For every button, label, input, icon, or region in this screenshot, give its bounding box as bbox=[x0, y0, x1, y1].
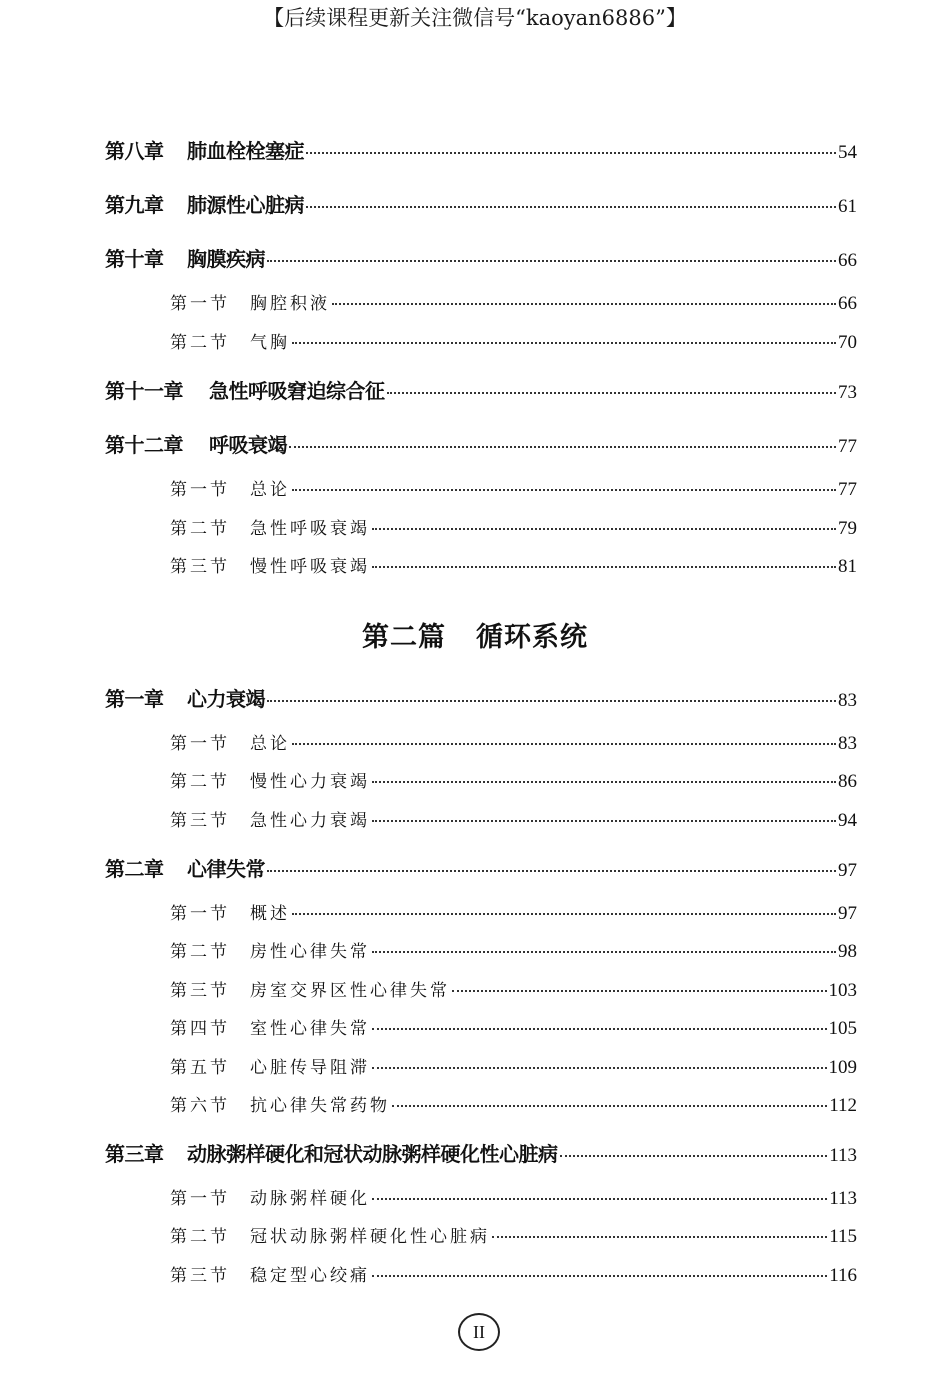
chapter-title: 肺血栓栓塞症 bbox=[187, 139, 304, 163]
dot-leader bbox=[392, 1104, 827, 1107]
toc-entry[interactable] bbox=[170, 552, 857, 578]
page-number: 83 bbox=[838, 733, 857, 754]
toc-entry[interactable] bbox=[170, 328, 857, 354]
page-number: 54 bbox=[838, 142, 857, 163]
section-title: 房性心律失常 bbox=[250, 942, 370, 962]
chapter-number: 第十章 bbox=[105, 247, 164, 271]
section-title: 急性心力衰竭 bbox=[250, 811, 370, 831]
section-title: 冠状动脉粥样硬化性心脏病 bbox=[250, 1227, 490, 1247]
page-number: 79 bbox=[838, 518, 857, 539]
chapter-number: 第一章 bbox=[105, 687, 164, 711]
toc-entry[interactable] bbox=[105, 189, 857, 218]
toc-entry[interactable] bbox=[105, 683, 857, 712]
page-number: 70 bbox=[838, 332, 857, 353]
dot-leader bbox=[372, 1066, 827, 1069]
dot-leader bbox=[560, 1154, 828, 1157]
chapter-title: 心律失常 bbox=[187, 857, 265, 881]
page-number: 94 bbox=[838, 810, 857, 831]
section-number: 第二节 bbox=[170, 942, 230, 962]
page-number: 73 bbox=[838, 382, 857, 403]
section-title: 胸腔积液 bbox=[250, 294, 330, 314]
section-number: 第三节 bbox=[170, 1266, 230, 1286]
section-number: 第二节 bbox=[170, 519, 230, 539]
dot-leader bbox=[267, 699, 836, 702]
page-number: 97 bbox=[838, 860, 857, 881]
section-number: 第二节 bbox=[170, 333, 230, 353]
section-title: 气胸 bbox=[250, 333, 290, 353]
section-title: 动脉粥样硬化 bbox=[250, 1189, 370, 1209]
page-number: 113 bbox=[829, 1188, 857, 1209]
section-title: 稳定型心绞痛 bbox=[250, 1266, 370, 1286]
section-title: 房室交界区性心律失常 bbox=[250, 981, 450, 1001]
chapter-number: 第九章 bbox=[105, 193, 164, 217]
section-number: 第一节 bbox=[170, 904, 230, 924]
dot-leader bbox=[267, 259, 836, 262]
dot-leader bbox=[492, 1235, 827, 1238]
section-number: 第一节 bbox=[170, 480, 230, 500]
page-number: 83 bbox=[838, 690, 857, 711]
toc-entry[interactable] bbox=[170, 514, 857, 540]
page-number: 77 bbox=[838, 436, 857, 457]
section-title: 总论 bbox=[250, 734, 290, 754]
dot-leader bbox=[292, 488, 836, 491]
chapter-title: 呼吸衰竭 bbox=[209, 433, 287, 457]
section-number: 第五节 bbox=[170, 1058, 230, 1078]
section-title: 室性心律失常 bbox=[250, 1019, 370, 1039]
page-footer-number: II bbox=[458, 1313, 500, 1351]
toc-entry[interactable] bbox=[105, 1138, 857, 1167]
toc-entry[interactable] bbox=[105, 429, 857, 458]
section-title: 概述 bbox=[250, 904, 290, 924]
section-title: 急性呼吸衰竭 bbox=[250, 519, 370, 539]
section-number: 第三节 bbox=[170, 811, 230, 831]
dot-leader bbox=[387, 391, 837, 394]
page-number: 77 bbox=[838, 479, 857, 500]
toc-entry[interactable] bbox=[170, 767, 857, 793]
dot-leader bbox=[372, 565, 836, 568]
chapter-number: 第十二章 bbox=[105, 433, 183, 457]
toc-entry[interactable] bbox=[170, 1184, 857, 1210]
toc-entry[interactable] bbox=[170, 899, 857, 925]
toc-entry[interactable] bbox=[170, 1222, 857, 1248]
section-number: 第一节 bbox=[170, 734, 230, 754]
dot-leader bbox=[372, 819, 836, 822]
toc-entry[interactable] bbox=[105, 243, 857, 272]
page-number: 81 bbox=[838, 556, 857, 577]
section-title: 心脏传导阻滞 bbox=[250, 1058, 370, 1078]
chapter-number: 第十一章 bbox=[105, 379, 183, 403]
section-title: 总论 bbox=[250, 480, 290, 500]
section-number: 第一节 bbox=[170, 294, 230, 314]
toc-entry[interactable] bbox=[170, 1014, 857, 1040]
dot-leader bbox=[292, 341, 836, 344]
toc-entry[interactable] bbox=[170, 729, 857, 755]
page-number: 97 bbox=[838, 903, 857, 924]
dot-leader bbox=[452, 989, 827, 992]
dot-leader bbox=[372, 950, 836, 953]
toc-entry[interactable] bbox=[170, 475, 857, 501]
page-number: 116 bbox=[829, 1265, 857, 1286]
dot-leader bbox=[372, 1274, 827, 1277]
page-number: 66 bbox=[838, 250, 857, 271]
toc-entry[interactable] bbox=[170, 976, 857, 1002]
chapter-number: 第三章 bbox=[105, 1142, 164, 1166]
section-number: 第四节 bbox=[170, 1019, 230, 1039]
chapter-number: 第二章 bbox=[105, 857, 164, 881]
header-banner: 【后续课程更新关注微信号“kaoyan6886”】 bbox=[263, 6, 687, 30]
toc-entry[interactable] bbox=[105, 375, 857, 404]
dot-leader bbox=[289, 445, 836, 448]
toc-entry[interactable] bbox=[170, 1091, 857, 1117]
chapter-title: 心力衰竭 bbox=[187, 687, 265, 711]
toc-entry[interactable] bbox=[105, 135, 857, 164]
page-number: 66 bbox=[838, 293, 857, 314]
page-number: 61 bbox=[838, 196, 857, 217]
chapter-number: 第八章 bbox=[105, 139, 164, 163]
page-number: 115 bbox=[829, 1226, 857, 1247]
section-number: 第三节 bbox=[170, 981, 230, 1001]
section-title: 慢性心力衰竭 bbox=[250, 772, 370, 792]
dot-leader bbox=[372, 1027, 827, 1030]
page-number: 103 bbox=[828, 980, 857, 1001]
chapter-title: 急性呼吸窘迫综合征 bbox=[209, 379, 385, 403]
chapter-title: 胸膜疾病 bbox=[187, 247, 265, 271]
dot-leader bbox=[372, 780, 836, 783]
dot-leader bbox=[332, 302, 836, 305]
page-number: 112 bbox=[829, 1095, 857, 1116]
section-title: 慢性呼吸衰竭 bbox=[250, 557, 370, 577]
page-number: 109 bbox=[828, 1057, 857, 1078]
chapter-title: 动脉粥样硬化和冠状动脉粥样硬化性心脏病 bbox=[187, 1142, 558, 1166]
toc-entry[interactable] bbox=[105, 853, 857, 882]
dot-leader bbox=[372, 527, 836, 530]
page-number: 113 bbox=[829, 1145, 857, 1166]
part-name: 循环系统 bbox=[476, 622, 588, 653]
chapter-title: 肺源性心脏病 bbox=[187, 193, 304, 217]
toc-entry[interactable] bbox=[170, 289, 857, 315]
toc-entry[interactable] bbox=[170, 1261, 857, 1287]
dot-leader bbox=[306, 205, 836, 208]
page-number: 105 bbox=[828, 1018, 857, 1039]
page-number: 86 bbox=[838, 771, 857, 792]
page-number: 98 bbox=[838, 941, 857, 962]
section-number: 第二节 bbox=[170, 772, 230, 792]
dot-leader bbox=[372, 1197, 827, 1200]
toc-entry[interactable] bbox=[170, 1053, 857, 1079]
part-number: 第二篇 bbox=[362, 622, 446, 653]
toc-entry[interactable] bbox=[170, 937, 857, 963]
dot-leader bbox=[267, 869, 836, 872]
part-title bbox=[0, 615, 950, 654]
toc-entry[interactable] bbox=[170, 806, 857, 832]
dot-leader bbox=[306, 151, 836, 154]
section-number: 第三节 bbox=[170, 557, 230, 577]
dot-leader bbox=[292, 742, 836, 745]
section-number: 第一节 bbox=[170, 1189, 230, 1209]
section-number: 第二节 bbox=[170, 1227, 230, 1247]
section-number: 第六节 bbox=[170, 1096, 230, 1116]
dot-leader bbox=[292, 912, 836, 915]
section-title: 抗心律失常药物 bbox=[250, 1096, 390, 1116]
